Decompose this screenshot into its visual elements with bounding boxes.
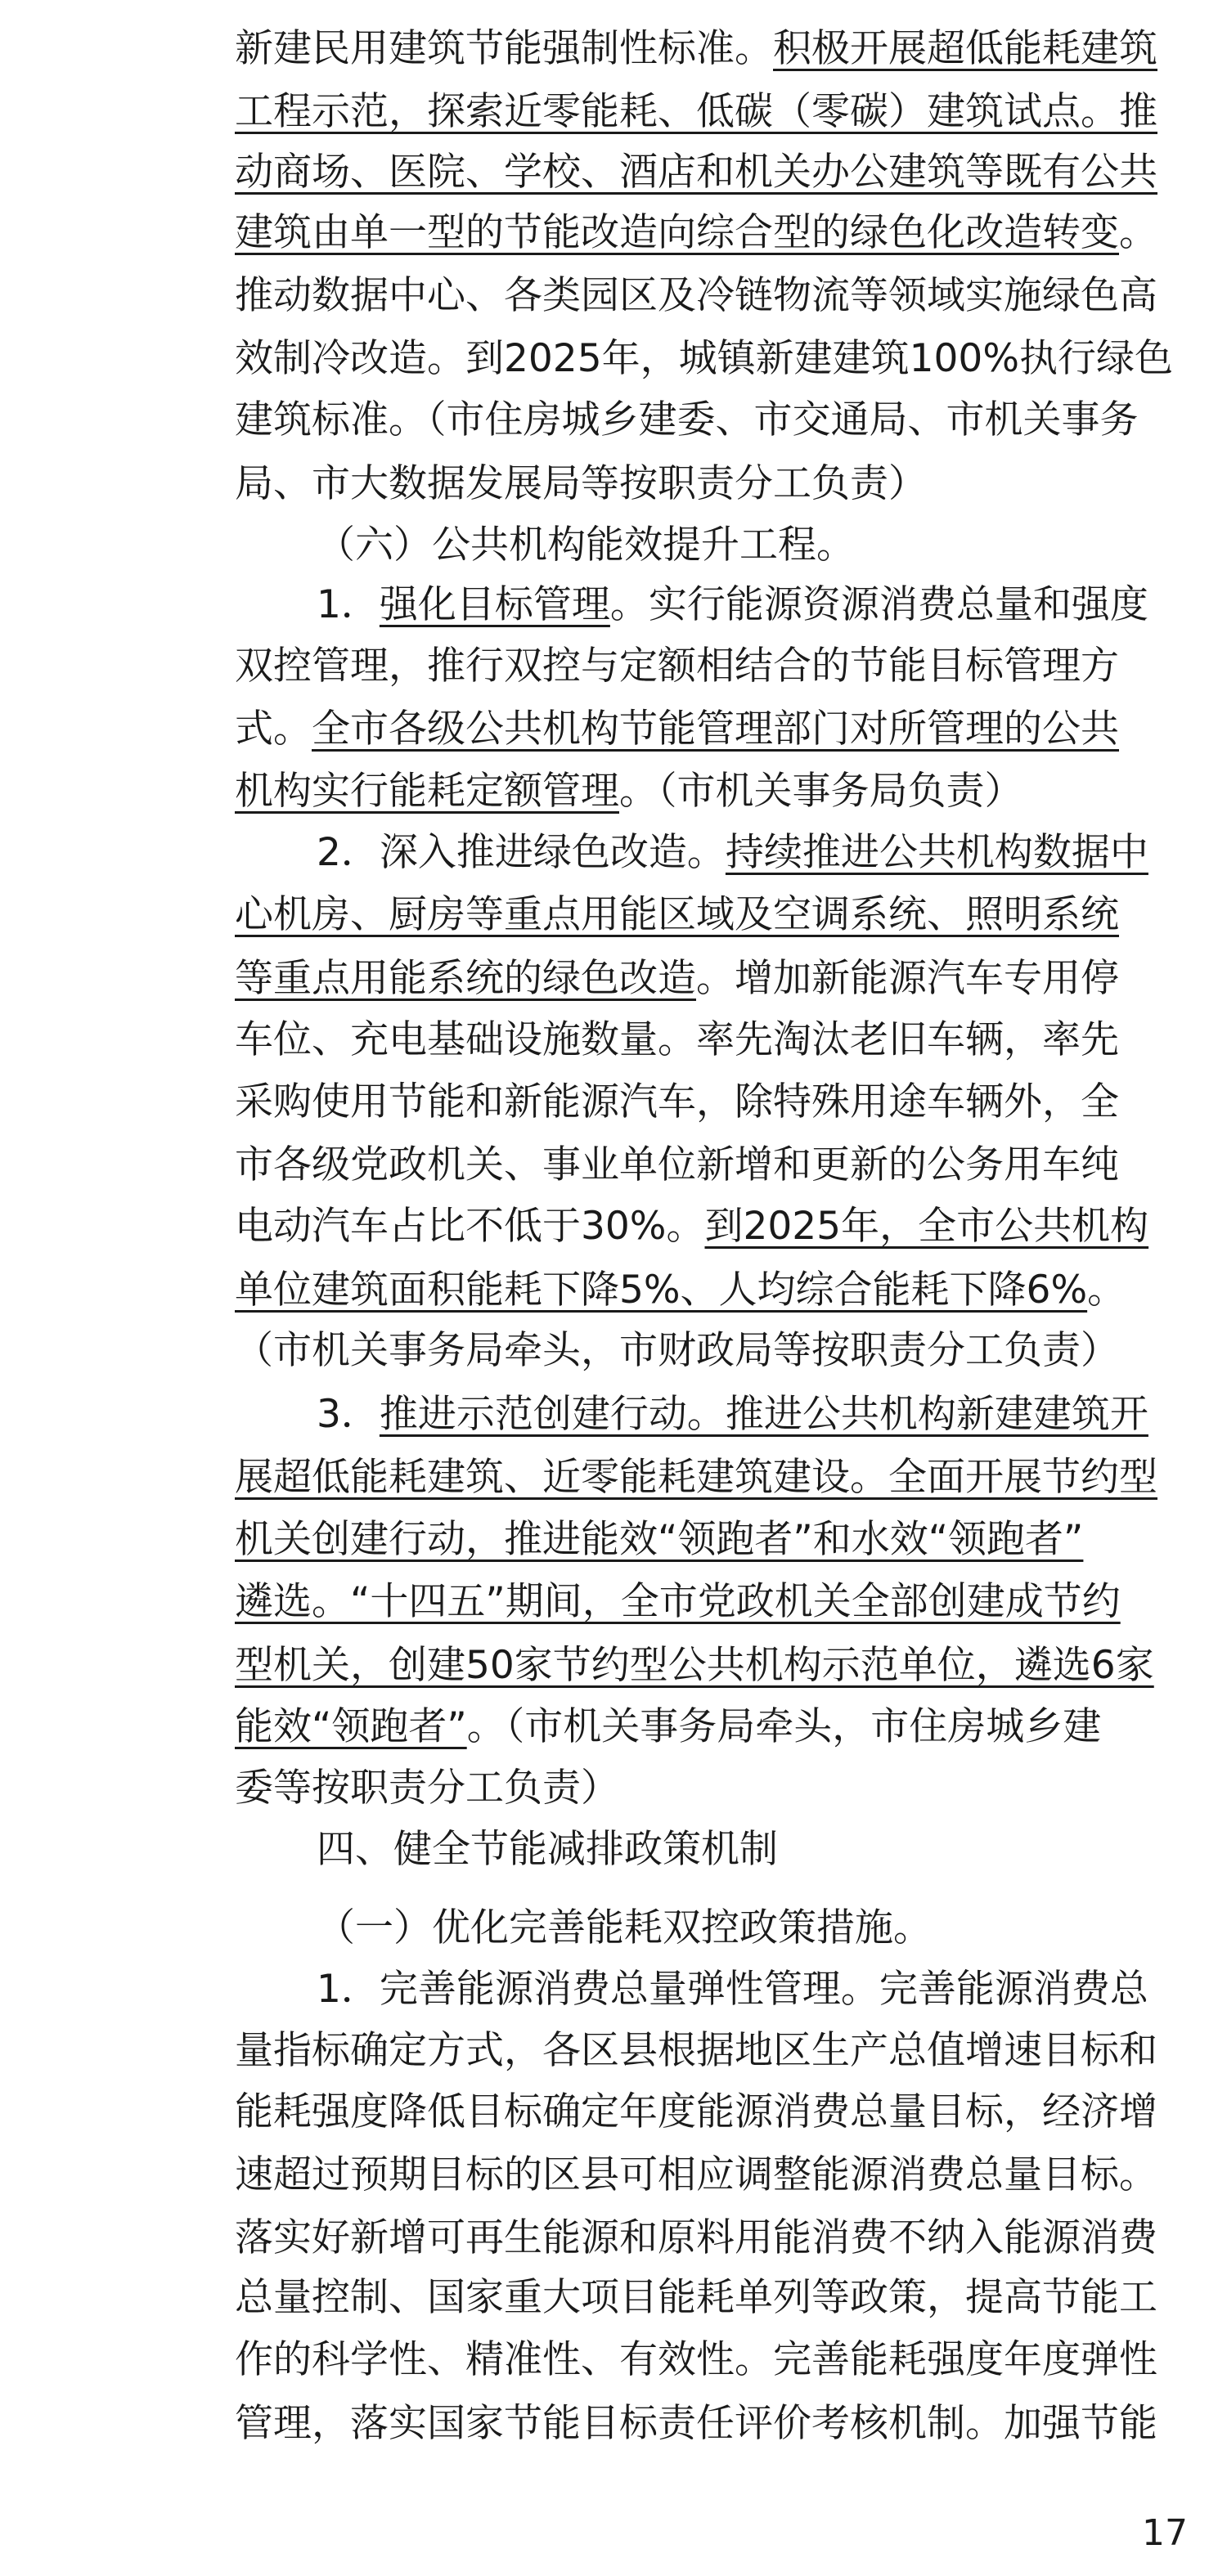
text-line: [317, 828, 1184, 877]
text-segment: 2．深入推进绿色改造。: [317, 830, 726, 875]
text-line: [235, 767, 1184, 816]
text-segment: 。实行能源资源消费总量和强度: [609, 582, 1148, 627]
underlined-text: 机构实行能耗定额管理: [235, 769, 619, 814]
underlined-text: 等重点用能系统的绿色改造: [235, 956, 696, 1001]
text-segment: 推动数据中心、各类园区及冷链物流等领域实施绿色高: [235, 273, 1157, 318]
text-line: [235, 396, 1184, 445]
text-segment: 落实好新增可再生能源和原料用能消费不纳入能源消费: [235, 2215, 1157, 2260]
text-segment: 电动汽车占比不低于30%。: [235, 1204, 705, 1249]
text-segment: （六）公共机构能效提升工程。: [317, 523, 855, 568]
text-line: [235, 148, 1184, 197]
text-line: [235, 2399, 1184, 2448]
text-line: [235, 334, 1184, 384]
text-line: [235, 2336, 1184, 2385]
underlined-text: 遴选。“十四五”期间，全市党政机关全部创建成节约: [235, 1579, 1121, 1624]
text-segment: 速超过预期目标的区县可相应调整能源消费总量目标。: [235, 2152, 1157, 2197]
underlined-text: 建筑由单一型的节能改造向综合型的绿色化改造转变: [235, 210, 1119, 255]
underlined-text: 推进示范创建行动。推进公共机构新建建筑开: [379, 1392, 1148, 1437]
text-line: [235, 88, 1184, 137]
text-segment: 。（市机关事务局牵头，市住房城乡建: [466, 1704, 1102, 1749]
text-segment: 1．完善能源消费总量弹性管理。完善能源消费总: [317, 1967, 1148, 2012]
text-line: [235, 1764, 1184, 1813]
text-segment: 委等按职责分工负责）: [235, 1766, 619, 1811]
text-line: [235, 705, 1184, 754]
underlined-text: 能效“领跑者”: [235, 1704, 467, 1749]
text-segment: 量指标确定方式，各区县根据地区生产总值增速目标和: [235, 2028, 1157, 2073]
text-line: [235, 272, 1184, 321]
text-line: [235, 954, 1184, 1003]
text-line: [235, 1078, 1184, 1127]
text-segment: （一）优化完善能耗双控政策措施。: [317, 1905, 932, 1950]
text-line: [317, 1904, 1184, 1953]
text-line: [235, 460, 1184, 509]
text-segment: 。: [1119, 210, 1157, 255]
text-line: [235, 1016, 1184, 1065]
underlined-text: 型机关，创建50家节约型公共机构示范单位，遴选6家: [235, 1643, 1154, 1688]
text-line: [317, 1825, 1184, 1874]
text-line: [235, 2026, 1184, 2076]
text-line: [235, 2273, 1184, 2322]
text-segment: 管理，落实国家节能目标责任评价考核机制。加强节能: [235, 2401, 1157, 2446]
text-segment: 车位、充电基础设施数量。率先淘汰老旧车辆，率先: [235, 1017, 1119, 1062]
text-segment: 双控管理，推行双控与定额相结合的节能目标管理方: [235, 644, 1119, 689]
text-line: [235, 891, 1184, 940]
text-line: [235, 25, 1184, 74]
underlined-text: 心机房、厨房等重点用能区域及空调系统、照明系统: [235, 892, 1119, 937]
text-line: [235, 1202, 1184, 1251]
text-segment: 局、市大数据发展局等按职责分工负责）: [235, 461, 927, 506]
text-segment: 采购使用节能和新能源汽车，除特殊用途车辆外，全: [235, 1079, 1119, 1124]
text-line: [235, 1141, 1184, 1190]
text-line: [235, 1453, 1184, 1502]
text-segment: 四、健全节能减排政策机制: [317, 1827, 778, 1872]
text-segment: 。（市机关事务局负责）: [619, 769, 1023, 814]
text-line: [317, 521, 1184, 570]
text-line: [317, 1390, 1184, 1439]
text-line: [235, 1703, 1184, 1752]
text-line: [235, 2088, 1184, 2137]
text-line: [317, 581, 1184, 630]
text-segment: 效制冷改造。到2025年，城镇新建建筑100%执行绿色: [235, 336, 1173, 381]
text-segment: 1．: [317, 582, 380, 627]
text-segment: 作的科学性、精准性、有效性。完善能耗强度年度弹性: [235, 2337, 1157, 2382]
underlined-text: 到2025年，全市公共机构: [704, 1204, 1149, 1249]
underlined-text: 强化目标管理: [379, 582, 610, 627]
text-segment: 新建民用建筑节能强制性标准。: [235, 26, 773, 71]
text-segment: 式。: [235, 707, 312, 752]
underlined-text: 持续推进公共机构数据中: [725, 830, 1148, 875]
underlined-text: 积极开展超低能耗建筑: [773, 26, 1157, 71]
text-segment: 市各级党政机关、事业单位新增和更新的公务用车纯: [235, 1142, 1119, 1187]
text-segment: 能耗强度降低目标确定年度能源消费总量目标，经济增: [235, 2089, 1157, 2134]
text-line: [235, 2214, 1184, 2263]
underlined-text: 动商场、医院、学校、酒店和机关办公建筑等既有公共: [235, 150, 1157, 195]
page-number: 17: [1142, 2512, 1188, 2554]
underlined-text: 全市各级公共机构节能管理部门对所管理的公共: [312, 707, 1119, 752]
text-segment: （市机关事务局牵头，市财政局等按职责分工负责）: [235, 1328, 1119, 1373]
text-line: [235, 642, 1184, 691]
text-line: [235, 1266, 1184, 1315]
text-line: [235, 209, 1184, 258]
underlined-text: 工程示范，探索近零能耗、低碳（零碳）建筑试点。推: [235, 89, 1157, 134]
underlined-text: 单位建筑面积能耗下降5%、人均综合能耗下降6%: [235, 1268, 1088, 1313]
text-line: [235, 1515, 1184, 1564]
text-line: [317, 1965, 1184, 2014]
text-line: [235, 1641, 1184, 1690]
text-line: [235, 2151, 1184, 2200]
underlined-text: 展超低能耗建筑、近零能耗建筑建设。全面开展节约型: [235, 1455, 1157, 1500]
text-segment: 建筑标准。（市住房城乡建委、市交通局、市机关事务: [235, 397, 1139, 442]
text-segment: 3．: [317, 1392, 380, 1437]
text-segment: 。: [1087, 1268, 1126, 1313]
underlined-text: 机关创建行动，推进能效“领跑者”和水效“领跑者”: [235, 1517, 1084, 1562]
text-line: [235, 1326, 1184, 1376]
text-segment: 总量控制、国家重大项目能耗单列等政策，提高节能工: [235, 2275, 1157, 2320]
text-segment: 。增加新能源汽车专用停: [696, 956, 1119, 1001]
text-line: [235, 1577, 1184, 1627]
